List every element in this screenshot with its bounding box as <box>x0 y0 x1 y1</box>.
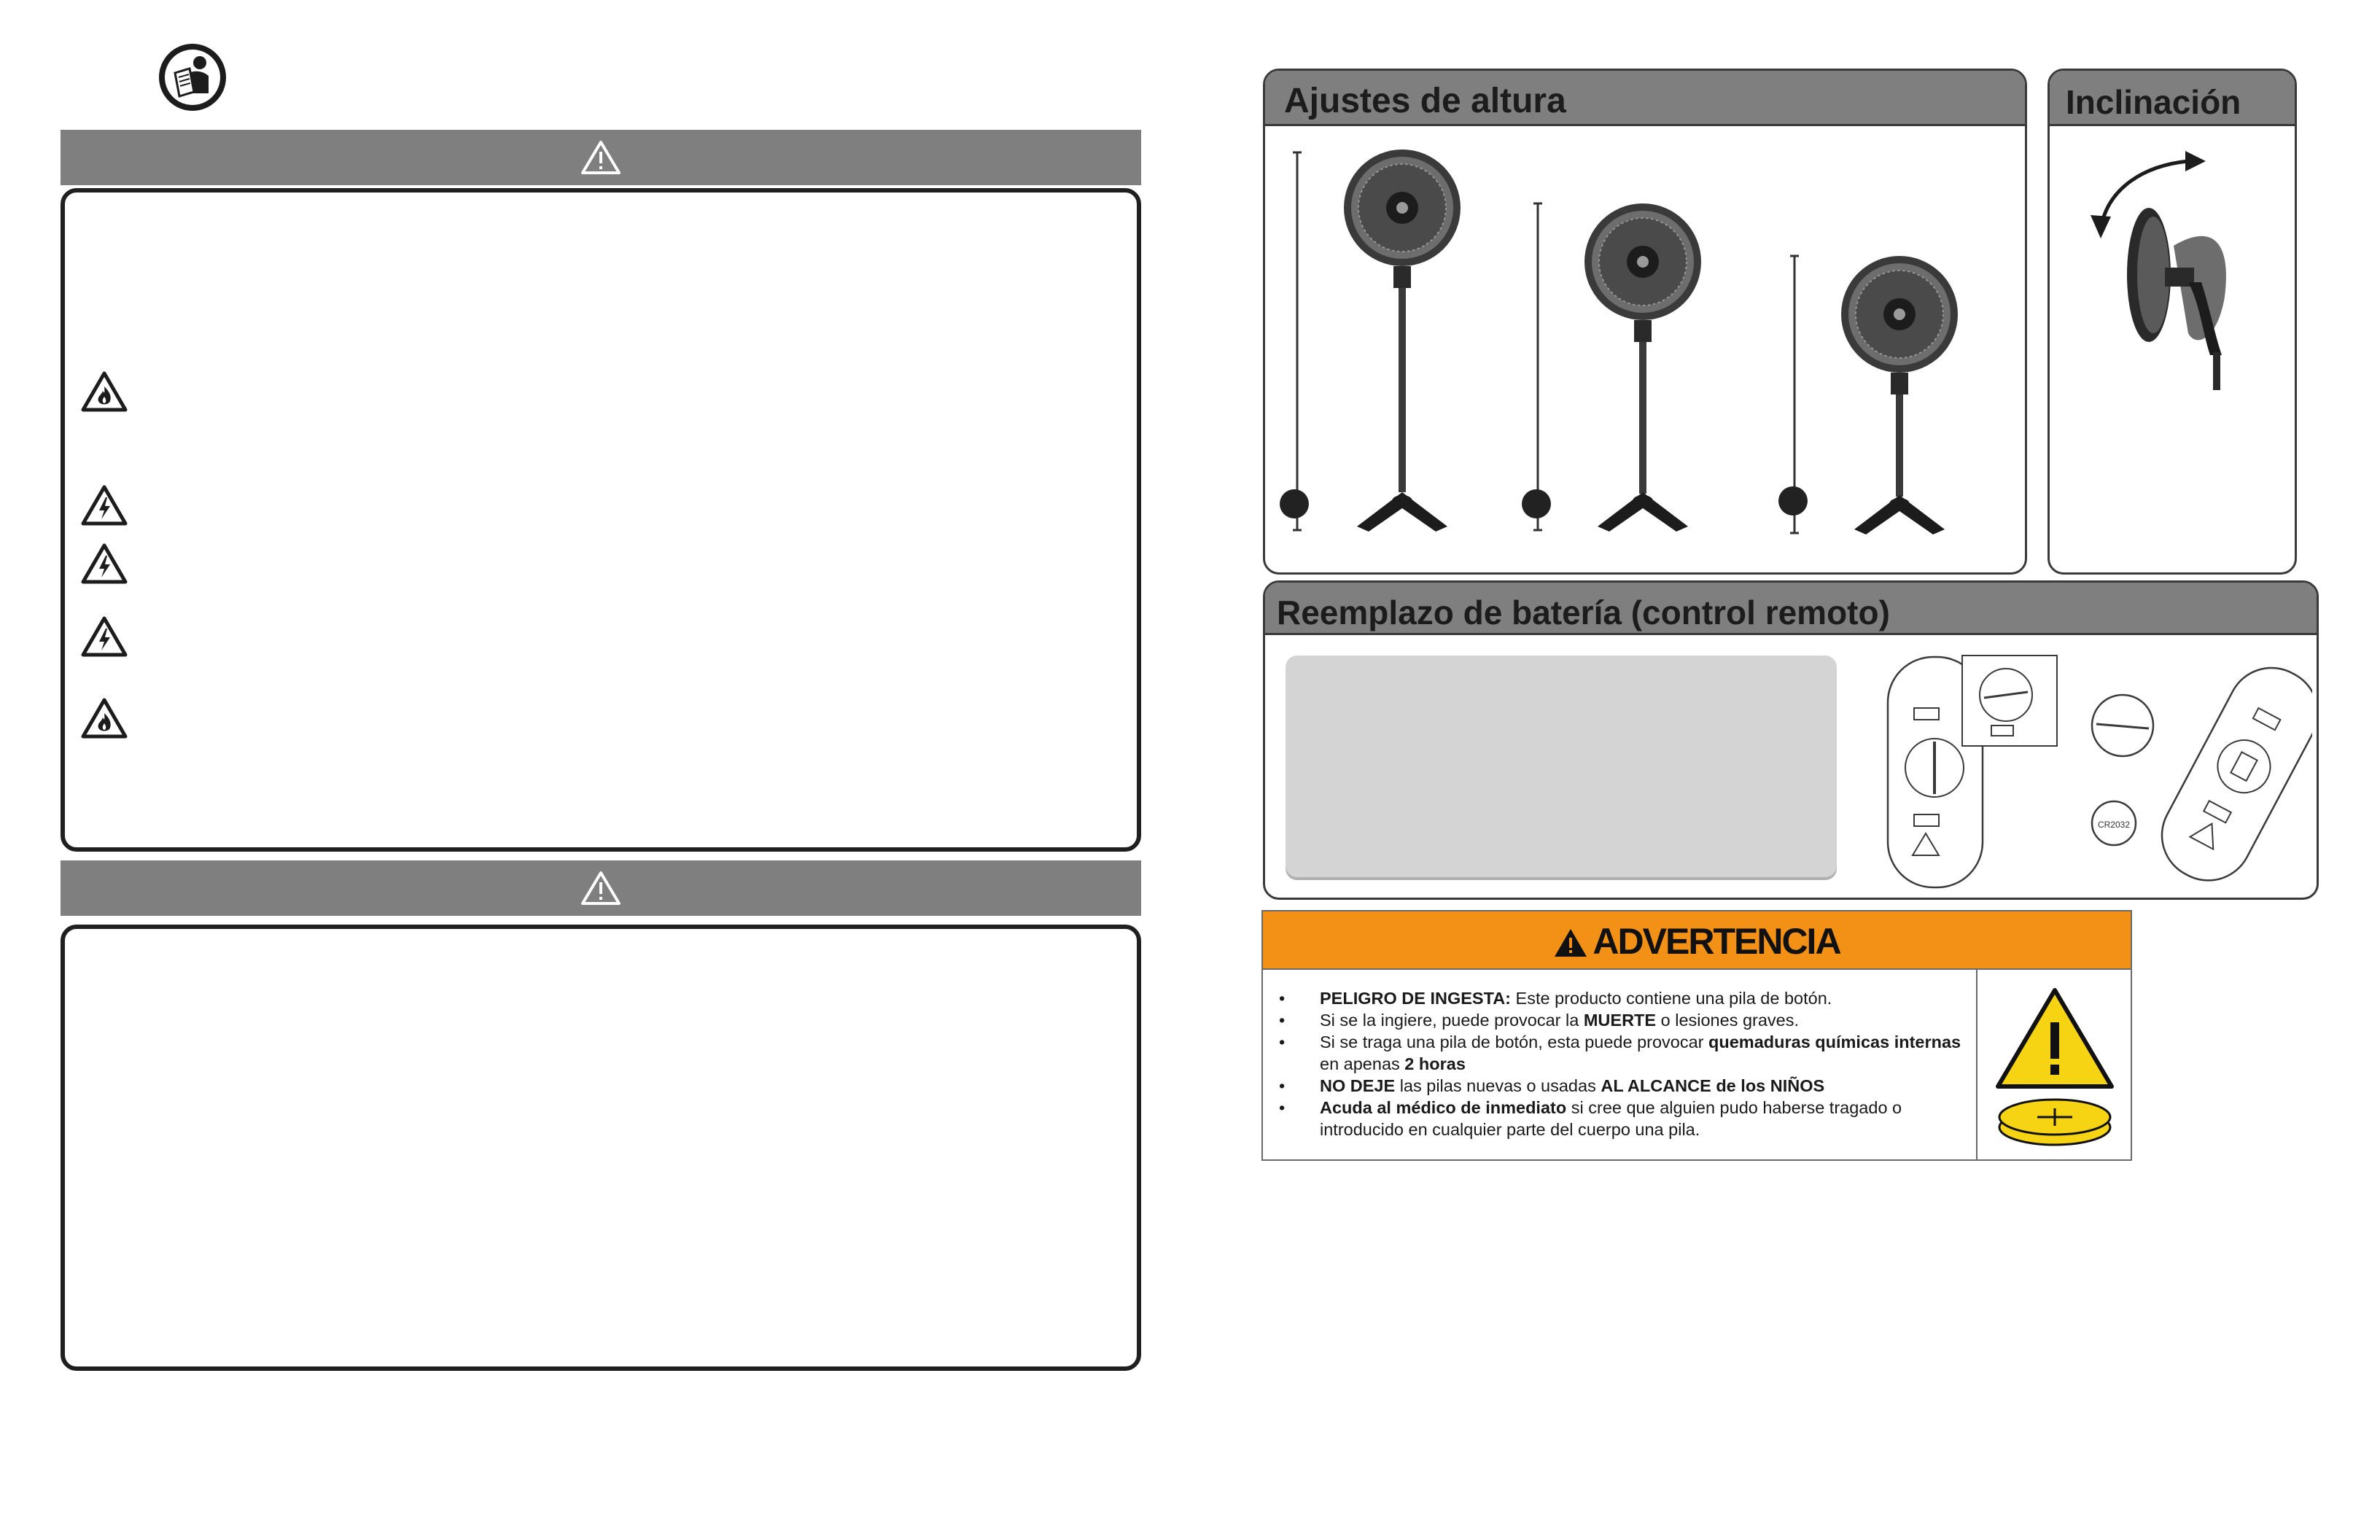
battery-warning-box <box>1261 910 2132 1161</box>
electric-shock-icon <box>81 542 128 585</box>
fire-hazard-icon <box>81 370 128 413</box>
fan-medium-illustration <box>1528 195 1717 552</box>
fire-hazard-icon <box>81 697 128 739</box>
warning-band <box>61 130 1141 185</box>
list-item: • Si se la ingiere, puede provocar la MUERTE o lesiones graves. <box>1279 1011 1800 1030</box>
warning-list <box>1279 987 1964 1140</box>
tilt-card <box>2048 69 2297 575</box>
list-item: • NO DEJE las pilas nuevas o usadas AL ALCANCE de los NIÑOS <box>1279 1076 1825 1095</box>
warning-triangle-icon <box>1553 928 1588 958</box>
battery-replacement-card <box>1263 580 2319 900</box>
fan-tilt-illustration <box>2079 136 2254 399</box>
remote-control-back-illustration <box>1882 653 2072 893</box>
step-marker <box>1778 486 1808 516</box>
list-item: • Acuda al médico de inmediato si cree que alguien pudo haberse tragado o introducido en cualquier parte del cuerpo una pila. <box>1279 1098 1902 1139</box>
step-marker <box>1522 489 1551 518</box>
card-title: Ajustes de altura <box>1284 82 1566 120</box>
height-adjustment-card <box>1263 69 2027 575</box>
card-header <box>1265 71 2025 126</box>
warning-triangle-icon <box>580 870 621 906</box>
list-item: • Si se traga una pila de botón, esta puede provocar quemaduras químicas internas en apenas 2 horas <box>1279 1032 1961 1073</box>
divider <box>1976 970 1978 1161</box>
safety-instructions-panel <box>61 188 1141 852</box>
warning-triangle-icon <box>580 139 621 176</box>
step-marker <box>1280 489 1309 518</box>
read-manual-icon <box>156 41 229 114</box>
card-header <box>2050 71 2295 126</box>
battery-label: CR2032 <box>2097 820 2131 830</box>
card-title: Reemplazo de batería (control remoto) <box>1277 594 1890 631</box>
card-title: Inclinación <box>2066 83 2241 121</box>
fan-short-illustration <box>1784 247 1974 553</box>
card-header <box>1265 583 2317 635</box>
coin-battery-warning-icon <box>1992 984 2118 1152</box>
fan-tall-illustration <box>1287 144 1477 552</box>
warning-band <box>61 860 1141 916</box>
electric-shock-icon <box>81 615 128 658</box>
warning-header <box>1263 911 2131 970</box>
electric-shock-icon <box>81 484 128 526</box>
remote-control-open-illustration <box>2086 656 2312 889</box>
list-item: • PELIGRO DE INGESTA: Este producto contiene una pila de botón. <box>1279 989 1832 1008</box>
instructions-box <box>1286 656 1837 877</box>
instructions-panel <box>61 925 1141 1371</box>
warning-title: ADVERTENCIA <box>1592 921 1840 962</box>
